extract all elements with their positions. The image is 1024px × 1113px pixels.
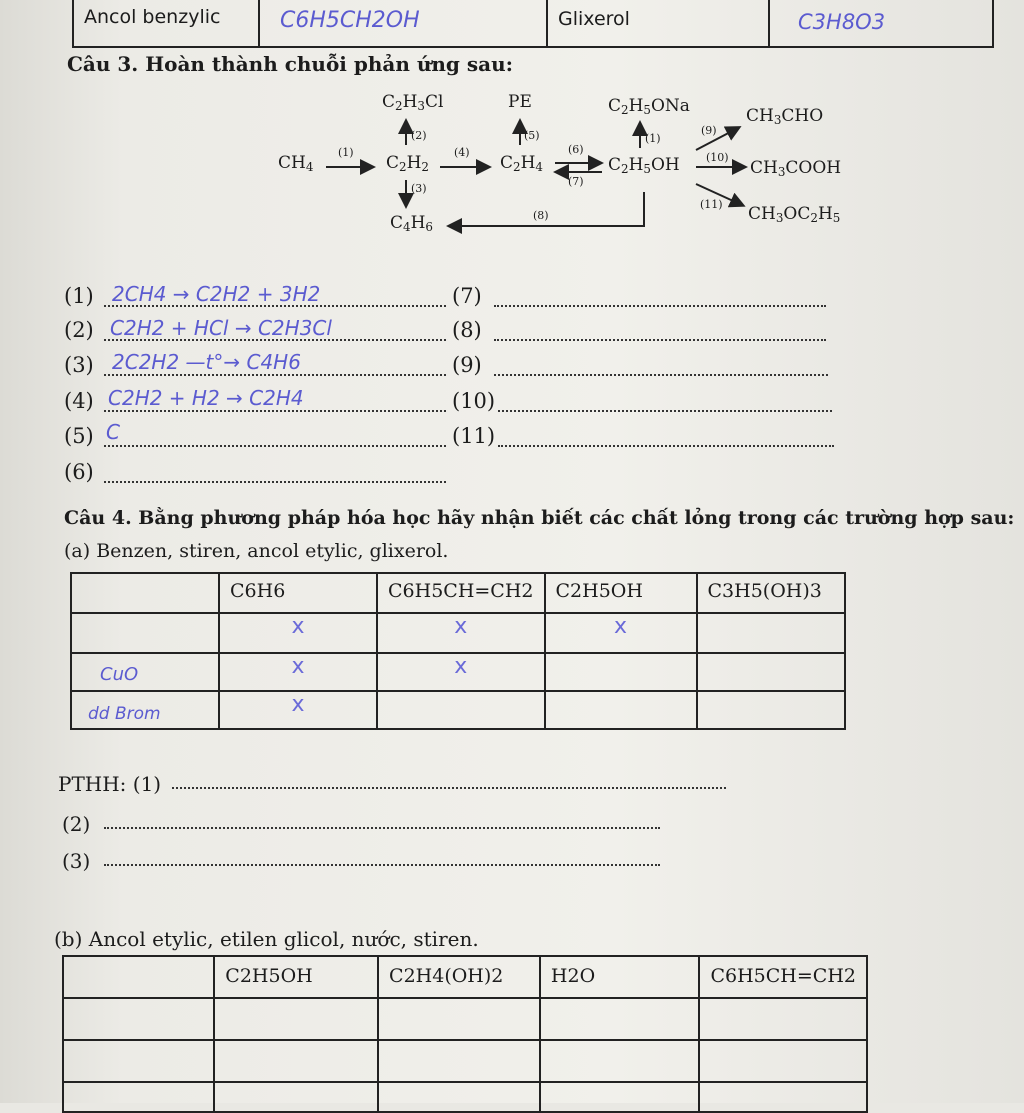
table-a-mark-1-3[interactable]: x xyxy=(614,614,628,639)
pthh-line-1[interactable] xyxy=(172,787,726,789)
table-a-header-row xyxy=(71,573,845,613)
equation-answer-3[interactable]: 2C2H2 —t°→ C4H6 xyxy=(112,350,301,374)
table-b-header-1: C2H5OH xyxy=(225,965,313,987)
equation-num-8: (8) xyxy=(452,318,482,342)
table-a-header-2: C6H5CH=CH2 xyxy=(388,580,534,602)
node-c2h2: $C_2H_2$ xyxy=(386,153,429,174)
arrow-label-11: (11) xyxy=(700,198,723,211)
arrow-label-10: (10) xyxy=(706,151,729,164)
table-a-header-4: C3H5(OH)3 xyxy=(707,580,822,602)
equation-num-1: (1) xyxy=(64,284,94,308)
table-a-mark-1-2[interactable]: x xyxy=(454,614,468,639)
table-a-header-3: C2H5OH xyxy=(555,580,643,602)
equation-num-10: (10) xyxy=(452,389,496,413)
node-ch3oc2h5: $CH_3OC_2H_5$ xyxy=(748,204,841,225)
table-a-header-1: C6H6 xyxy=(230,580,286,602)
node-ch4: $CH_4$ xyxy=(278,153,314,174)
question-4b-title: (b) Ancol etylic, etilen glicol, nước, stiren. xyxy=(54,927,479,951)
table-a xyxy=(70,572,846,730)
table-a-mark-2-2[interactable]: x xyxy=(454,654,468,679)
table-b-header-3: H2O xyxy=(550,965,596,987)
table-b-header-2: C2H4(OH)2 xyxy=(389,965,504,987)
table-a-mark-3-1[interactable]: x xyxy=(291,692,305,717)
pthh-num-2: (2) xyxy=(62,812,91,836)
equation-answer-5[interactable]: C xyxy=(106,420,120,444)
node-c2h5ona: $C_2H_5ONa$ xyxy=(608,96,690,117)
pthh-label: PTHH: (1) xyxy=(58,772,162,796)
arrow-label-5: (5) xyxy=(524,129,540,142)
table-a-row xyxy=(71,613,845,653)
table-b xyxy=(62,955,868,1113)
node-c2h5oh: $C_2H_5OH$ xyxy=(608,155,680,176)
node-pe: PE xyxy=(508,92,532,112)
equation-num-11: (11) xyxy=(452,424,496,448)
arrow-label-2: (2) xyxy=(411,129,427,142)
arrow-label-1: (1) xyxy=(338,146,354,159)
arrow-label-9: (9) xyxy=(701,124,717,137)
arrow-label-3: (3) xyxy=(411,182,427,195)
reaction-scheme xyxy=(0,0,1024,260)
arrow-label-1b: (1) xyxy=(645,132,661,145)
pthh-line-2[interactable] xyxy=(104,827,660,829)
equation-num-4: (4) xyxy=(64,389,94,413)
pthh-line-3[interactable] xyxy=(104,864,660,866)
scheme-arrows xyxy=(0,0,1024,260)
question-4-title: Câu 4. Bằng phương pháp hóa học hãy nhận biết các chất lỏng trong các trường hợp sau: xyxy=(64,507,1015,529)
arrow-label-6: (6) xyxy=(568,143,584,156)
equation-num-5: (5) xyxy=(64,424,94,448)
top-handwriting-1: C6H5CH2OH xyxy=(280,8,420,33)
arrow-label-4: (4) xyxy=(454,146,470,159)
table-b-row xyxy=(63,1082,867,1112)
node-c2h4: $C_2H_4$ xyxy=(500,153,543,174)
table-b-row xyxy=(63,1040,867,1082)
equation-num-3: (3) xyxy=(64,353,94,377)
top-handwriting-2: C3H8O3 xyxy=(798,10,886,34)
table-a-reagent-3[interactable]: dd Brom xyxy=(88,704,161,724)
equation-num-9: (9) xyxy=(452,353,482,377)
table-a-row xyxy=(71,653,845,691)
table-b-row xyxy=(63,998,867,1040)
equation-num-7: (7) xyxy=(452,284,482,308)
arrow-label-8: (8) xyxy=(533,209,549,222)
top-label-2: Glixerol xyxy=(558,8,630,30)
question-3-title: Câu 3. Hoàn thành chuỗi phản ứng sau: xyxy=(67,52,514,76)
table-a-mark-1-1[interactable]: x xyxy=(291,614,305,639)
top-label-1: Ancol benzylic xyxy=(84,6,221,28)
node-c2h3cl: $C_2H_3Cl$ xyxy=(382,92,444,113)
table-a-mark-2-1[interactable]: x xyxy=(291,654,305,679)
arrow-label-7: (7) xyxy=(568,175,584,188)
equation-answer-4[interactable]: C2H2 + H2 → C2H4 xyxy=(108,386,304,410)
equation-num-6: (6) xyxy=(64,460,94,484)
question-4a-title: (a) Benzen, stiren, ancol etylic, glixerol. xyxy=(64,540,449,562)
equation-answer-2[interactable]: C2H2 + HCl → C2H3Cl xyxy=(110,316,332,340)
table-a-reagent-2[interactable]: CuO xyxy=(100,664,139,685)
table-a-reagent-1[interactable] xyxy=(72,614,218,624)
node-ch3cooh: $CH_3COOH$ xyxy=(750,158,842,179)
equation-num-2: (2) xyxy=(64,318,94,342)
equation-answer-1[interactable]: 2CH4 → C2H2 + 3H2 xyxy=(112,282,321,306)
table-b-header-row xyxy=(63,956,867,998)
pthh-num-3: (3) xyxy=(62,849,91,873)
node-c4h6: $C_4H_6$ xyxy=(390,213,433,234)
table-a-row xyxy=(71,691,845,729)
node-ch3cho: $CH_3CHO$ xyxy=(746,106,824,127)
table-b-header-4: C6H5CH=CH2 xyxy=(710,965,856,987)
